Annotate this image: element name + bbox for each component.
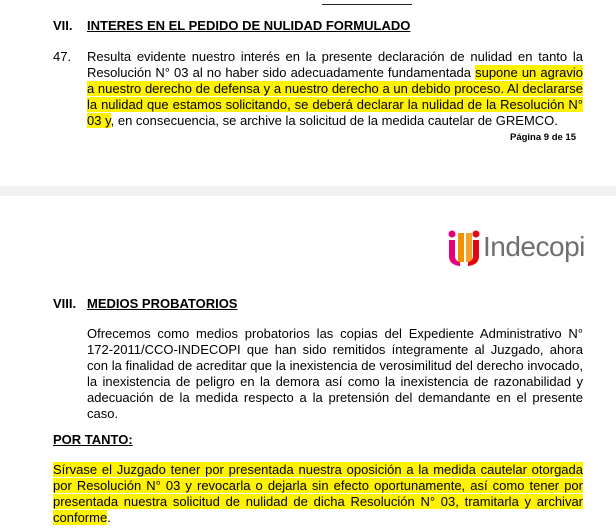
por-tanto-colon: : (128, 432, 133, 447)
top-rule (322, 0, 412, 5)
section-title: MEDIOS PROBATORIOS (87, 296, 238, 311)
paragraph-47 (87, 49, 583, 129)
por-tanto-label: POR TANTO (53, 432, 129, 447)
section-heading-vii (53, 18, 410, 33)
indecopi-logo-icon (447, 229, 481, 267)
page-separator (0, 186, 616, 196)
paragraph-text-end: , en consecuencia, se archive la solicitud de la medida cautelar de GREMCO. (110, 113, 558, 128)
indecopi-logo (447, 229, 583, 269)
section-title: INTERES EN EL PEDIDO DE NULIDAD FORMULADO (87, 18, 411, 33)
paragraph-number: 47. (53, 49, 72, 64)
por-tanto-heading (53, 432, 133, 447)
document-page-9 (0, 0, 616, 186)
section-heading-viii (53, 296, 237, 311)
page-number: Página 9 de 15 (509, 132, 576, 143)
indecopi-logo-text: Indecopi (483, 231, 585, 262)
paragraph-text-end: . (107, 510, 111, 525)
section-number: VII. (53, 18, 73, 33)
highlighted-text: supone un agravio a nuestro derecho de defensa y a nuestro derecho a un debido proceso. Al declararse la nulidad que estamos solicitando, se deberá declarar la nulidad de la Resolución N° 03 y (87, 65, 583, 128)
paragraph-text: Resulta evidente nuestro interés en la presente declaración de nulidad en tanto la Resolución N° 03 al no haber sido adecuadamente fundamentada (87, 49, 583, 80)
highlighted-text: Sírvase el Juzgado tener por presentada nuestra oposición a la medida cautelar otorgada por Resolución N° 03 y revocarla o dejarla sin efecto oportunamente, así como tener por presentada nuestra solicitud de nulidad de dicha Resolución N° 03, tramitarla y archivar conforme (53, 462, 583, 525)
por-tanto-paragraph (53, 462, 583, 526)
medios-probatorios-paragraph: Ofrecemos como medios probatorios las copias del Expediente Administrativo N° 172-2011/CCO-INDECOPI que han sido remitidos íntegramente al Juzgado, ahora con la finalidad de acreditar que la inexistencia de verosimilitud del derecho invocado, la inexistencia de peligro en la demora así como la inexistencia de razonabilidad y adecuación de la medida respecto a la pretensión del demandante en el presente caso. (87, 326, 583, 421)
section-number: VIII. (53, 296, 77, 311)
